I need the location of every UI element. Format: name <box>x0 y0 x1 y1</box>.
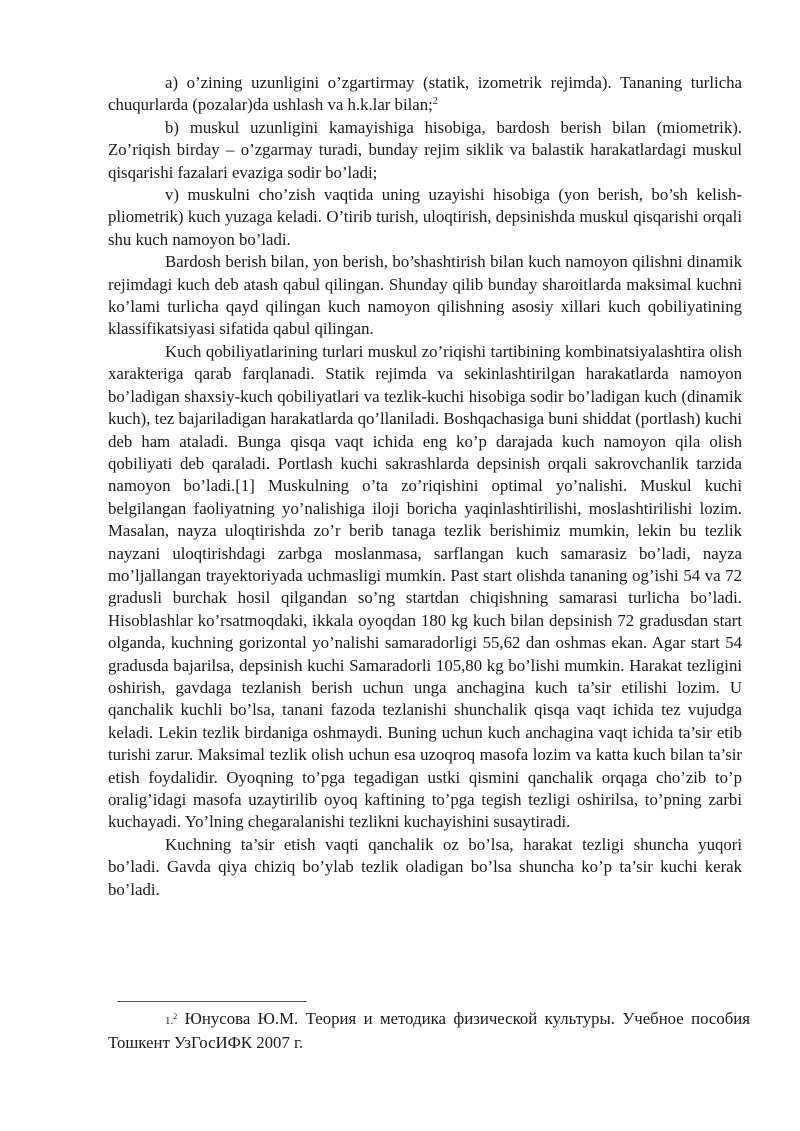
footnote-separator <box>117 1001 307 1002</box>
footnote-text: Юнусова Ю.М. Теория и методика физической культуры. Учебное пособия Тошкент УзГосИФК 2007 г. <box>108 1009 750 1053</box>
footnote <box>108 1008 750 1055</box>
document-body <box>108 72 742 901</box>
footnote-reference[interactable]: 2 <box>432 96 438 108</box>
footnote-superscript: 2 <box>173 1012 178 1021</box>
paragraph-kuch-qobiliyatlari: Kuch qobiliyatlarining turlari muskul zo’riqishi tartibining kombinatsiyalashtira olish xarakteriga qarab farqlanadi. Statik rejimda va sekinlashtirilgan harakatlarda namoyon bo’ladigan shaxsiy-kuch qobiliyatlari va tezlik-kuchi hisobiga sodir bo’ladigan kuch (dinamik kuch), tez bajariladigan harakatlarda qo’llaniladi. Boshqachasiga buni shiddat (portlash) kuchi deb ham ataladi. Bunga qisqa vaqt ichida eng ko’p darajada kuch namoyon qila olish qobiliyati deb qaraladi. Portlash kuchi sakrashlarda depsinish orqali sakrovchanlik tarzida namoyon bo’ladi.[1] Muskulning o’ta zo’riqishini optimal yo’nalishi. Muskul kuchi belgilangan faoliyatning yo’nalishiga iloji boricha yaqinlashtirilishi, moslashtirilishi lozim. Masalan, nayza uloqtirishda zo’r berib tanaga tezlik berishimiz mumkin, lekin bu tezlik nayzani uloqtirishdagi zarbga moslanmasa, sarflangan kuch samarasiz bo’ladi, nayza mo’ljallangan trayektoriyada uchmasligi mumkin. Past start olishda tananing og’ishi 54 va 72 gradusli burchak hosil qilgandan so’ng startdan chiqishning samarasi turlicha bo’ladi. Hisoblashlar ko’rsatmoqdaki, ikkala oyoqdan 180 kg kuch bilan depsinish 72 gradusdan start olganda, kuchning gorizontal yo’nalishi samaradorligi 55,62 dan oshmas ekan. Agar start 54 gradusda bajarilsa, depsinish kuchi Samaradorli 105,80 kg bo’lishi mumkin. Harakat tezligini oshirish, gavdaga tezlanish berish uchun unga anchagina kuch ta’sir etilishi lozim. U qanchalik kuchli bo’lsa, tanani fazoda tezlanishi shunchalik qisqa vaqt ichida tez vujudga keladi. Lekin tezlik birdaniga oshmaydi. Buning uchun kuch anchagina vaqt ichida ta’sir etib turishi zarur. Maksimal tezlik olish uchun esa uzoqroq masofa lozim va katta kuch bilan ta’sir etish foydalidir. Oyoqning to’pga tegadigan ustki qismini qanchalik orqaga cho’zib to’p oralig’idagi masofa uzaytirilib oyoq kaftining to’pga tegish tezligi oshirilsa, to’pning zarbi kuchayadi. Yo’lning chegaralanishi tezlikni kuchayishini susaytiradi. <box>108 341 742 832</box>
paragraph-v: v) muskulni cho’zish vaqtida uning uzayishi hisobiga (yon berish, bo’sh kelish- pliometrik) kuch yuzaga keladi. O’tirib turish, uloqtirish, depsinishda muskul qisqarishi orqali shu kuch namoyon bo’ladi. <box>108 185 742 249</box>
footnote-number: 1. <box>165 1015 174 1027</box>
paragraph-a-text: a) o’zining uzunligini o’zgartirmay (statik, izometrik rejimda). Tananing turlicha chuqurlarda (pozalar)da ushlash va h.k.lar bilan; <box>108 73 742 115</box>
paragraph-kuchning-tasir: Kuchning ta’sir etish vaqti qanchalik oz bo’lsa, harakat tezligi shuncha yuqori bo’ladi. Gavda qiya chiziq bo’ylab tezlik oladigan bo’lsa shuncha ko’p ta’sir kuchi kerak bo’ladi. <box>108 834 742 899</box>
paragraph-b: b) muskul uzunligini kamayishiga hisobiga, bardosh berish bilan (miometrik). Zo’riqish birday – o’zgarmay turadi, bunday rejim siklik va balastik harakatlardagi muskul qisqarishi fazalari evaziga sodir bo’ladi; <box>108 117 742 182</box>
paragraph-a <box>108 72 742 117</box>
paragraph-bardosh: Bardosh berish bilan, yon berish, bo’shashtirish bilan kuch namoyon qilishni dinamik rejimdagi kuch deb atash qabul qilingan. Shunday qilib bunday sharoitlarda maksimal kuchni ko’lami turlicha qayd qilingan kuch namoyon qilishning asosiy xillari kuch qobiliyatining klassifikatsiyasi sifatida qabul qilingan. <box>108 252 742 339</box>
